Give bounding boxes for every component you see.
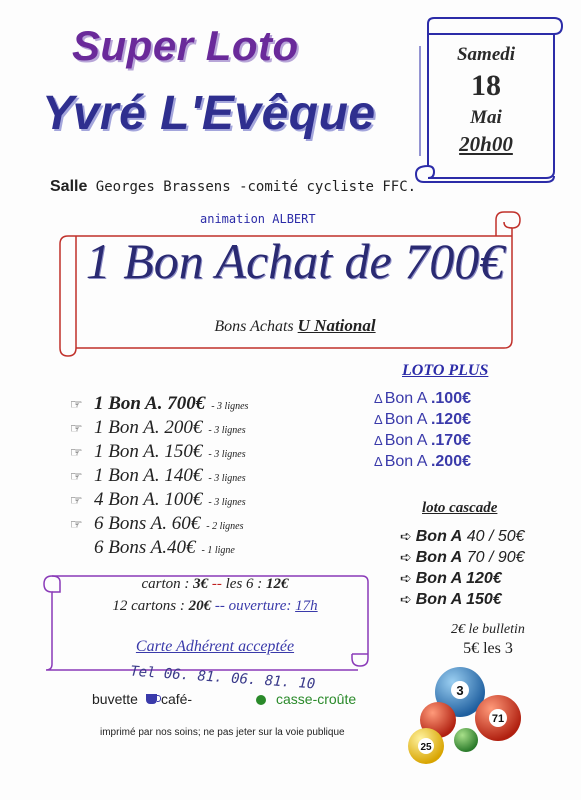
prize-item [70,392,370,416]
pointing-hand-icon: ☞ [70,470,83,485]
loto-cascade-item [400,568,570,589]
footer-notice: imprimé par nos soins; ne pas jeter sur la voie publique [100,727,345,738]
carton-separator: -- [208,576,226,592]
triangle-icon: Δ [374,433,383,448]
carton-twelve-label: 12 cartons : [112,598,189,614]
prize-item-text: 6 Bons A.40€ [94,537,196,558]
ball-number-25: 25 [420,742,432,753]
date-number: 18 [471,69,501,102]
carton-price-line [70,576,360,593]
date-day: Samedi [456,44,516,65]
arrow-right-icon: ➪ [400,570,412,586]
title-super-loto: Super Loto [72,22,299,69]
arrow-right-icon: ➪ [400,591,412,607]
plate-icon [256,695,266,705]
loto-plus-item [374,430,554,451]
prize-item [70,512,370,536]
loto-plus-label: Bon A [384,432,431,449]
loto-cascade-title: loto cascade [422,500,498,516]
snack-label: casse-croûte [276,691,357,707]
loto-plus-item [374,388,554,409]
opening-label: -- ouverture: [211,598,296,614]
loto-plus-title: LOTO PLUS [402,362,489,379]
pointing-hand-icon: ☞ [70,398,83,413]
loto-plus-amount: .100€ [430,390,471,407]
loto-plus-item [374,409,554,430]
pointing-hand-icon: ☞ [70,494,83,509]
ball-green [454,728,478,752]
prize-list [70,392,370,560]
ball-number-71: 71 [491,713,505,725]
triangle-icon: Δ [374,391,383,406]
loto-plus-amount: .120€ [430,411,471,428]
date-time: 20h00 [459,132,513,156]
prize-item-note: - 3 lignes [208,497,246,508]
carton-label: carton : [141,576,194,592]
prize-item-text: 1 Bon A. 200€ [94,417,203,438]
venue-name: Georges Brassens -comité cycliste FFC. [87,179,417,195]
animation-credit: animation ALBERT [200,212,316,226]
prize-item [70,488,370,512]
prize-item [70,416,370,440]
prize-item-text: 1 Bon A. 700€ [94,393,206,414]
loto-plus-label: Bon A [384,411,431,428]
loto-plus-amount: .200€ [430,453,471,470]
main-prize-sub [70,316,520,336]
loto-cascade-value: 120€ [461,570,502,587]
loto-plus-amount: .170€ [430,432,471,449]
carton-price: 3€ [193,576,209,592]
prize-item [70,536,370,560]
bulletin-pack-price: 5€ les 3 [463,640,513,657]
prize-item-note: - 3 lignes [211,401,249,412]
prize-item [70,464,370,488]
triangle-icon: Δ [374,454,383,469]
ball-number-3: 3 [456,683,464,698]
date-box [432,44,540,158]
member-card-notice: Carte Adhérent acceptée [135,638,295,655]
venue-salle-word: Salle [50,178,88,195]
loto-cascade-label: Bon A [415,570,462,587]
loto-plus-label: Bon A [384,390,431,407]
pointing-hand-icon: ☞ [70,422,83,437]
opening-time: 17h [295,598,318,614]
loto-cascade-value: 40 / 50€ [462,528,525,545]
main-prize-headline: 1 Bon Achat de 700€ [85,233,505,289]
carton-bulk-line [70,598,360,615]
title-location: Yvré L'Evêque [42,87,376,140]
carton-twelve-price: 20€ [188,598,212,614]
prize-item-text: 1 Bon A. 140€ [94,465,203,486]
main-prize-brand: U National [297,316,376,335]
prize-item-text: 4 Bon A. 100€ [94,489,203,510]
coffee-cup-icon [146,694,157,704]
snack-line [256,691,356,707]
buvette-line [92,691,192,707]
pointing-hand-icon: ☞ [70,446,83,461]
loto-cascade-list [400,526,570,610]
carton-six-label: les 6 : [225,576,267,592]
prize-item [70,440,370,464]
prize-item-note: - 3 lignes [208,449,246,460]
loto-cascade-item [400,526,570,547]
loto-plus-item [374,451,554,472]
prize-item-text: 1 Bon A. 150€ [94,441,203,462]
prize-item-note: - 2 lignes [206,521,244,532]
prize-item-note: - 3 lignes [208,473,246,484]
loto-plus-label: Bon A [384,453,431,470]
main-prize-sub-prefix: Bons Achats [214,318,298,335]
loto-cascade-value: 70 / 90€ [462,549,525,566]
loto-plus-list [374,388,554,472]
prize-item-note: - 1 ligne [201,545,235,556]
triangle-icon: Δ [374,412,383,427]
loto-cascade-value: 150€ [461,591,502,608]
buvette-label: buvette [92,691,138,707]
prize-item-text: 6 Bons A. 60€ [94,513,201,534]
loto-cascade-label: Bon A [415,591,462,608]
date-month: Mai [470,107,502,128]
arrow-right-icon: ➪ [400,528,412,544]
venue-line [50,178,416,196]
loto-cascade-label: Bon A [415,549,463,566]
arrow-right-icon: ➪ [400,549,412,565]
prize-item-note: - 3 lignes [208,425,246,436]
cafe-label: café- [160,691,193,707]
lottery-balls-illustration [404,666,528,766]
loto-cascade-item [400,589,570,610]
carton-six-price: 12€ [266,576,289,592]
loto-cascade-item [400,547,570,568]
bulletin-price: 2€ le bulletin [451,622,525,637]
pointing-hand-icon: ☞ [70,518,83,533]
loto-cascade-label: Bon A [415,528,463,545]
phone-number: Tel 06. 81. 06. 81. 10 [129,663,316,693]
